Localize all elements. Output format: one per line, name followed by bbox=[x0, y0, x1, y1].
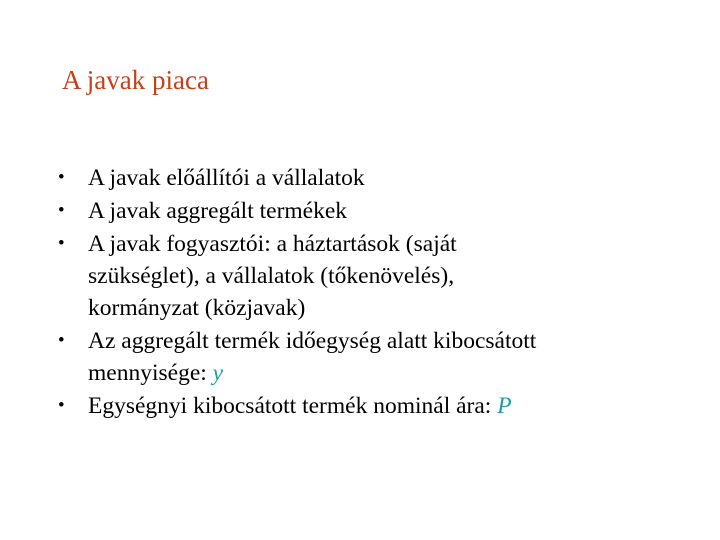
bullet-text-line-1: A javak fogyasztói: a háztartások (saját bbox=[88, 231, 457, 257]
bullet-text: Egységnyi kibocsátott termék nominál ára: bbox=[88, 393, 498, 419]
bullet-text-line-1 bbox=[88, 390, 698, 422]
bullet-item-4 bbox=[58, 325, 698, 389]
bullet-item-1 bbox=[58, 162, 698, 194]
bullet-text: A javak aggregált termékek bbox=[88, 198, 348, 224]
bullet-list bbox=[58, 162, 698, 423]
bullet-item-5 bbox=[58, 390, 698, 422]
bullet-text-line-2 bbox=[88, 357, 698, 389]
bullet-icon: • bbox=[58, 395, 65, 416]
bullet-text: A javak előállítói a vállalatok bbox=[88, 165, 365, 191]
bullet-icon: • bbox=[58, 200, 65, 221]
bullet-text-line-2: szükséglet), a vállalatok (tőkenövelés), bbox=[88, 263, 455, 289]
bullet-text-line-3: kormányzat (közjavak) bbox=[88, 295, 306, 321]
variable-y: y bbox=[212, 360, 224, 386]
variable-p: P bbox=[497, 393, 512, 419]
bullet-item-2 bbox=[58, 195, 698, 227]
bullet-text: mennyisége: bbox=[88, 360, 213, 386]
bullet-icon: • bbox=[58, 167, 65, 188]
bullet-item-3 bbox=[58, 228, 698, 324]
bullet-icon: • bbox=[58, 233, 65, 254]
bullet-icon: • bbox=[58, 330, 65, 351]
slide-title: A javak piaca bbox=[62, 65, 209, 95]
bullet-text-line-1: Az aggregált termék időegység alatt kibocsátott bbox=[88, 328, 537, 354]
